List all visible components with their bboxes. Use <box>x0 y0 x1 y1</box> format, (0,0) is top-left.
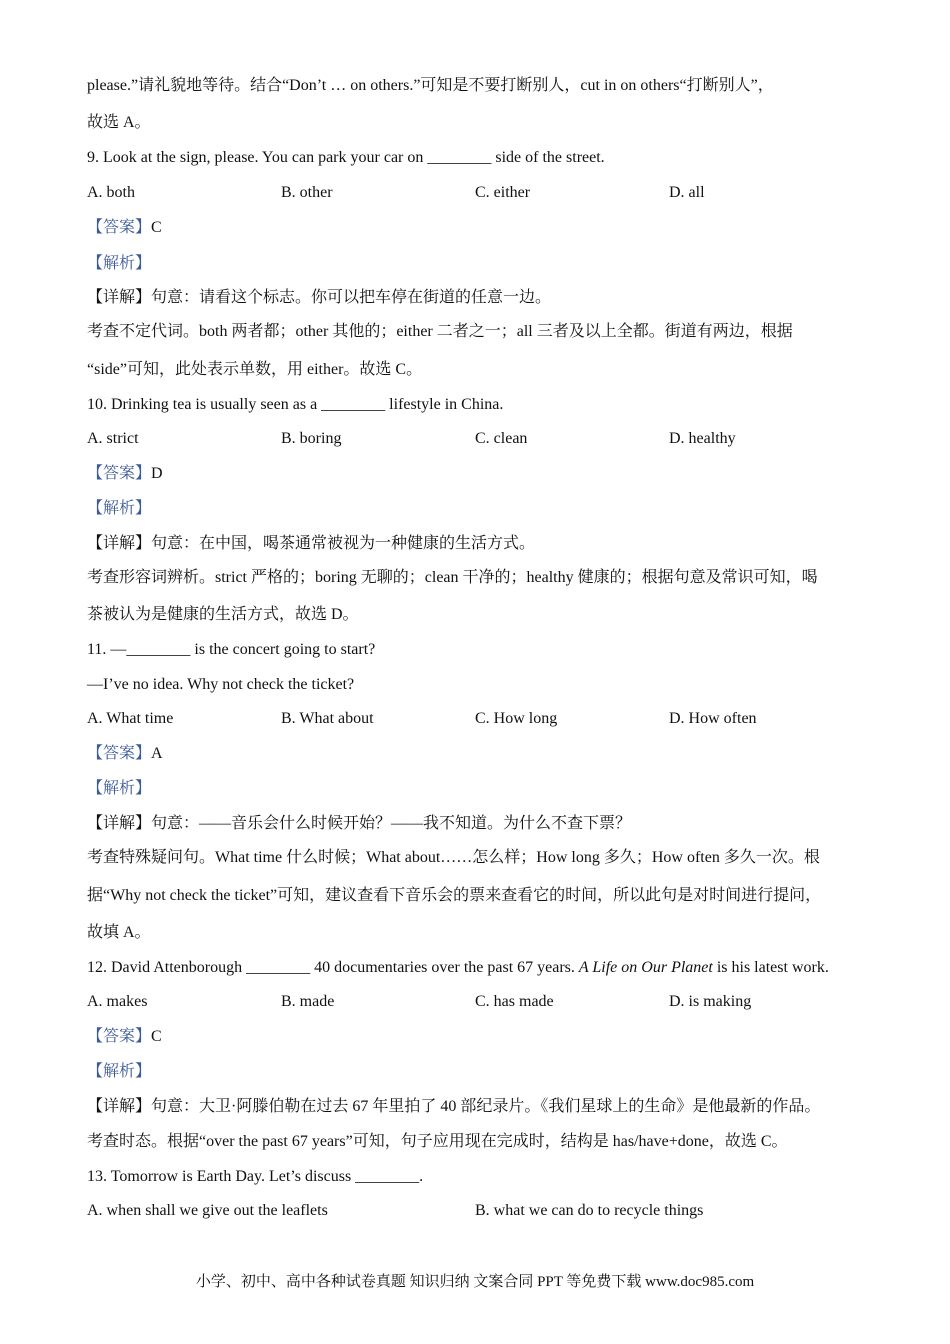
q12-analysis-label: 【解析】 <box>87 1063 152 1080</box>
q12-answer-value: C <box>151 1028 162 1045</box>
answer-label: 【答案】 <box>87 219 152 236</box>
q12-stem-title: A Life on Our Planet <box>578 959 713 976</box>
q10-answer <box>87 464 163 484</box>
answer-label: 【答案】 <box>87 1028 152 1045</box>
q12-answer <box>87 1027 162 1047</box>
q9-answer-value: C <box>151 219 162 236</box>
q10-option-c: C. clean <box>475 430 528 447</box>
q11-option-a: A. What time <box>87 710 174 727</box>
q10-stem: 10. Drinking tea is usually seen as a ________ lifestyle in China. <box>87 396 504 413</box>
q12-option-d: D. is making <box>669 993 752 1010</box>
q10-detail-1-text: 句意：在中国，喝茶通常被视为一种健康的生活方式。 <box>151 535 536 552</box>
q11-answer-value: A <box>151 745 163 762</box>
detail-label: 【详解】 <box>87 815 152 832</box>
answer-label: 【答案】 <box>87 465 152 482</box>
q12-option-a: A. makes <box>87 993 148 1010</box>
q9-detail-3: “side”可知，此处表示单数，用 either。故选 C。 <box>87 361 423 378</box>
q9-option-c: C. either <box>475 184 531 201</box>
q11-option-c: C. How long <box>475 710 558 727</box>
q12-stem-part-a: 12. David Attenborough ________ 40 documentaries over the past 67 years. <box>87 959 579 976</box>
q13-option-a: A. when shall we give out the leaflets <box>87 1202 328 1219</box>
q10-detail-2: 考查形容词辨析。strict 严格的；boring 无聊的；clean 干净的；healthy 健康的；根据句意及常识可知，喝 <box>87 569 818 586</box>
q10-analysis-label: 【解析】 <box>87 500 152 517</box>
detail-label: 【详解】 <box>87 289 152 306</box>
answer-label: 【答案】 <box>87 745 152 762</box>
q11-answer <box>87 744 163 764</box>
intro-line-2: 故选 A。 <box>87 114 151 131</box>
q10-option-a: A. strict <box>87 430 139 447</box>
q9-detail-2: 考查不定代词。both 两者都；other 其他的；either 二者之一；all 三者及以上全都。街道有两边，根据 <box>87 323 793 340</box>
q12-detail-2: 考查时态。根据“over the past 67 years”可知，句子应用现在完成时，结构是 has/have+done，故选 C。 <box>87 1133 788 1150</box>
q11-detail-3: 据“Why not check the ticket”可知，建议查看下音乐会的票来查看它的时间，所以此句是对时间进行提问， <box>87 887 822 904</box>
q12-option-c: C. has made <box>475 993 554 1010</box>
q10-option-b: B. boring <box>281 430 342 447</box>
q9-analysis-label: 【解析】 <box>87 255 152 272</box>
q9-answer <box>87 218 162 238</box>
q11-option-b: B. What about <box>281 710 374 727</box>
q12-detail-1 <box>87 1097 820 1117</box>
q9-option-a: A. both <box>87 184 135 201</box>
q13-stem: 13. Tomorrow is Earth Day. Let’s discuss ________. <box>87 1168 424 1185</box>
q10-detail-1 <box>87 534 535 554</box>
q10-option-d: D. healthy <box>669 430 736 447</box>
detail-label: 【详解】 <box>87 1098 152 1115</box>
q9-detail-1-text: 句意：请看这个标志。你可以把车停在街道的任意一边。 <box>151 289 552 306</box>
q11-detail-1-text: 句意：——音乐会什么时候开始？——我不知道。为什么不查下票？ <box>151 815 632 832</box>
q11-stem-1: 11. —________ is the concert going to start? <box>87 641 376 658</box>
q9-stem: 9. Look at the sign, please. You can park your car on ________ side of the street. <box>87 149 605 166</box>
q9-option-d: D. all <box>669 184 705 201</box>
q11-stem-2: —I’ve no idea. Why not check the ticket? <box>87 676 355 693</box>
q12-stem <box>87 958 829 978</box>
q11-detail-4: 故填 A。 <box>87 924 151 941</box>
q9-detail-1 <box>87 288 551 308</box>
q11-analysis-label: 【解析】 <box>87 780 152 797</box>
q11-detail-2: 考查特殊疑问句。What time 什么时候；What about……怎么样；How long 多久；How often 多久一次。根 <box>87 849 820 866</box>
q10-answer-value: D <box>151 465 163 482</box>
q12-stem-part-b: is his latest work. <box>712 959 829 976</box>
q11-detail-1 <box>87 814 631 834</box>
q10-detail-3: 茶被认为是健康的生活方式，故选 D。 <box>87 606 359 623</box>
detail-label: 【详解】 <box>87 535 152 552</box>
q9-option-b: B. other <box>281 184 333 201</box>
q11-option-d: D. How often <box>669 710 757 727</box>
q12-detail-1-text: 句意：大卫·阿滕伯勒在过去 67 年里拍了 40 部纪录片。《我们星球上的生命》是他最新的作品。 <box>151 1098 821 1115</box>
intro-line-1: please.”请礼貌地等待。结合“Don’t … on others.”可知是不要打断别人，cut in on others“打断别人”， <box>87 77 774 94</box>
page-footer: 小学、初中、高中各种试卷真题 知识归纳 文案合同 PPT 等免费下载 www.doc985.com <box>195 1274 755 1290</box>
q13-option-b: B. what we can do to recycle things <box>475 1202 704 1219</box>
q12-option-b: B. made <box>281 993 335 1010</box>
